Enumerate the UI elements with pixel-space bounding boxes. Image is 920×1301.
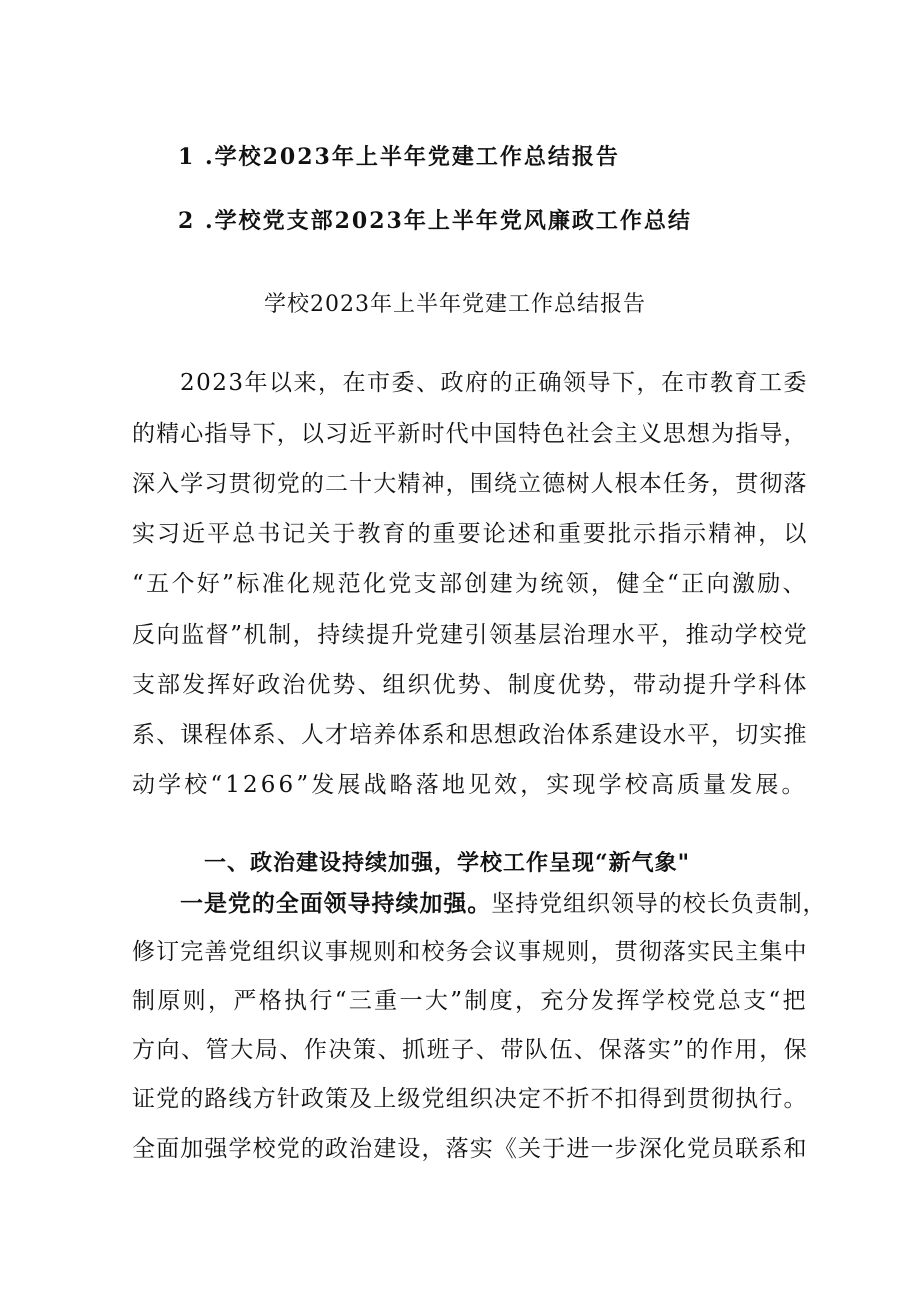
paragraph-line: 支部发挥好政治优势、组织优势、制度优势，带动提升学科体: [132, 672, 809, 698]
toc-item-1: 1 .学校2023年上半年党建工作总结报告: [178, 144, 620, 170]
paragraph-line: 动学校“1266”发展战略落地见效，实现学校高质量发展。: [132, 772, 808, 798]
paragraph-line: 方向、管大局、作决策、抓班子、带队伍、保落实”的作用，保: [132, 1037, 809, 1063]
paragraph-line: 制原则，严格执行“三重一大”制度，充分发挥学校党总支“把: [132, 988, 808, 1014]
paragraph-line: 全面加强学校党的政治建设，落实《关于进一步深化党员联系和: [132, 1136, 808, 1162]
paragraph-line: “五个好”标准化规范化党支部创建为统领，健全“正向激励、: [132, 571, 808, 597]
document-title: 学校2023年上半年党建工作总结报告: [264, 292, 646, 317]
paragraph-line: 深入学习贯彻党的二十大精神，围绕立德树人根本任务，贯彻落: [132, 471, 808, 497]
paragraph-line: 2023年以来，在市委、政府的正确领导下，在市教育工委: [180, 370, 808, 396]
section-heading: 一、政治建设持续加强，学校工作呈现“新气象": [204, 850, 691, 876]
paragraph-line: 证党的路线方针政策及上级党组织决定不折不扣得到贯彻执行。: [132, 1086, 808, 1112]
paragraph-first-line: [180, 889, 826, 919]
paragraph-line: 反向监督”机制，持续提升党建引领基层治理水平，推动学校党: [132, 622, 809, 648]
paragraph-line: 修订完善党组织议事规则和校务会议事规则，贯彻落实民主集中: [132, 939, 808, 965]
paragraph-line: 实习近平总书记关于教育的重要论述和重要批示指示精神，以: [132, 521, 809, 547]
paragraph-line: 系、课程体系、人才培养体系和思想政治体系建设水平，切实推: [132, 722, 808, 748]
first-line-rest: 坚持党组织领导的校长负责制，: [491, 891, 827, 917]
lead-bold-text: 一是党的全面领导持续加强。: [180, 890, 492, 917]
paragraph-line: 的精心指导下，以习近平新时代中国特色社会主义思想为指导，: [132, 421, 808, 447]
toc-item-2: 2 .学校党支部2023年上半年党风廉政工作总结: [178, 208, 692, 234]
